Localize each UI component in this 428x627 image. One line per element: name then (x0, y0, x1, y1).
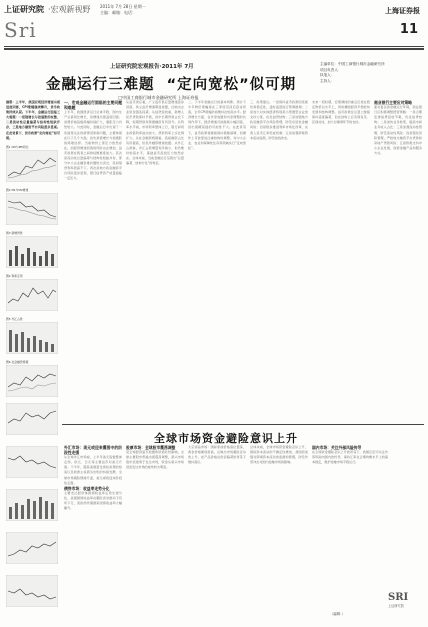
chart-7 (6, 403, 58, 441)
footer-logo-block (388, 592, 422, 614)
main-column-6: 商业银行主要应对策略 面对复杂的金融运行环境，商业银行应积极调整经营策略：一是合理安排信贷投放节奏，优化信贷结构；二是加快业务转型，提高中间业务收入占比；三是加强流动性管理，防范流动性风险；四是强化风险管理，严控地方融资平台贷款和房地产贷款风险；五是积极支持中小企业发展，创新金融产品和服务方式。 (374, 100, 422, 155)
main-column-2: 从货币供应看，广义货币供应量增速逐步回落，狭义货币增速明显放缓，反映出企业资金链条趋紧。从信贷投放看，新增人民币贷款保持平稳，但中长期贷款占比下降，短期贷款和票据融资有所回升。从利率水平看，市场利率整体上行，银行间同业拆借利率波动加大，贷款利率上浮比例扩大。从社会融资规模看，直接融资占比有所提高，但表外融资增速放缓。从外汇占款看，外汇占款增量有所减少，但仍维持较高水平，基础货币投放压力依然存在。总体来看，当前金融运行呈现出“总量偏紧、结构分化”的特征。 (126, 100, 184, 166)
section-divider (62, 424, 424, 425)
chart-8 (6, 446, 58, 484)
editor-line: 主持人： (320, 78, 335, 83)
editor-line: 主编单位：中国工商银行城市金融研究所 (320, 62, 385, 66)
chart-11-graphic (6, 575, 58, 607)
sri-logo: Sri (4, 18, 37, 42)
secondary-column-2: 股票市场：全球股市震荡调整 受全球经济复苏放缓和欧债危机影响，全球主要股市普遍出现震荡调整，新兴市场股市表现弱于发达市场，资金从新兴市场回流发达市场的迹象较为明显。 (126, 445, 184, 470)
chart-title: 图3 新增贷款 (6, 231, 23, 235)
date-line: 2011年 7月 28日 星期一 (100, 4, 146, 9)
chart-3-graphic (6, 236, 58, 268)
subhead: 股票市场：全球股市震荡调整 (126, 445, 176, 450)
chart-9 (6, 489, 58, 527)
chart-title: 图4 利率走势 (6, 274, 23, 278)
subhead: 债券市场：收益率走势分化 (64, 485, 110, 491)
main-column-4: 三、政策建议。一是保持货币政策的连续性和稳定性，适时适度进行预调微调；二是加大对实体经济特别是小型微型企业的支持力度，优化信贷结构；三是加强地方政府融资平台风险管理，防范系统性金融风险；四是稳步推进利率市场化改革，完善人民币汇率形成机制；五是加强跨境资本流动监测，防范热钱冲击。 (250, 100, 308, 140)
editor-box (320, 62, 420, 84)
footer-sub: 上证研究院 (388, 604, 404, 608)
abstract: 摘要：上半年，我国宏观经济增速出现适度回落，CPI涨幅继续攀升，货币政策持续从紧。下半年，金融运行面临三大难题：一是稳增长与控通胀的权衡，二是流动性总量偏紧与结构性短缺并存，三是地方融资平台风险逐步显现。在此背景下，货币政策“定向宽松”似可期。 (6, 100, 60, 140)
headline: 金融运行三难题 “定向宽松”似可期 (46, 77, 297, 93)
kicker: 上证研究院宏观报告·2011年 7月 (110, 64, 194, 70)
subhead: 国内市场：关注外部风险传导 (312, 445, 362, 450)
chart-1 (6, 145, 58, 183)
header-rule-thick (4, 48, 424, 50)
footer-editor: （编辑：） (330, 612, 346, 616)
chart-title: 图5 外汇占款 (6, 317, 23, 321)
chart-2 (6, 188, 58, 226)
contact-line: 主编：邮箱：电话： (100, 10, 136, 15)
subhead: 一、宏观金融运行面临的主要问题和难题 (64, 100, 122, 111)
chart-1-graphic (6, 150, 58, 182)
chart-8-graphic (6, 446, 58, 478)
main-column-1: 一、宏观金融运行面临的主要问题和难题 上半年，我国经济运行总体平稳，国内生产总值同比增长，但增速出现适度回落；消费价格指数涨幅持续扩大，通胀压力仍然较大。与此同时，金融运行中出现了一些值得关注的新情况和新问题，主要体现在以下几个方面。首先是稳增长与控通胀的两难选择。当前物价上涨压力依然存在，而经济增速回落的风险也在增加，货币政策在两者之间的权衡难度加大。其次是流动性总量偏紧与结构性短缺并存，部分中小企业融资难问题较为突出，民间借贷利率居高不下。再次是地方政府融资平台风险逐步显现，银行信贷资产质量面临一定压力。 (64, 100, 122, 181)
chart-2-graphic (6, 193, 58, 225)
newspaper-name: 上海证券报 (385, 7, 420, 15)
editor-line: 执笔人： (320, 73, 335, 78)
secondary-column-5: 国内市场：关注外部风险传导 在全球资金避险意识上升的背景下，我国应密切关注外部风险向国内的传导，保持汇率在合理均衡水平上的基本稳定，维护金融市场平稳运行。 (312, 445, 388, 465)
chart-10 (6, 532, 58, 570)
main-column-5: 未来一段时期，宏观调控的重点应放在稳定物价总水平上，同时兼顾经济平稳较快发展和结构调整。货币政策在总量上继续保持适度偏紧，但在结构上应有保有压、区别对待，加大对薄弱环节的支持。 (312, 100, 370, 125)
chart-5 (6, 317, 58, 355)
chart-5-graphic (6, 322, 58, 354)
page-number: 11 (399, 22, 418, 37)
secondary-column-3: 大宗商品市场：国际原油价格高位震荡，黄金价格屡创新高，反映出市场避险意识的上升。农产品价格在供需偏紧的背景下维持高位。 (188, 445, 246, 465)
header-meta (100, 4, 300, 16)
sri-footer-logo: SRI (388, 592, 409, 603)
chart-9-graphic (6, 489, 58, 521)
chart-title: 图1 CPI与PPI同比 (6, 145, 29, 149)
secondary-headline: 全球市场资金避险意识上升 (154, 432, 298, 445)
secondary-column-1: 外汇市场：美元或迎来震荡中的阶段性走强 从全球外汇市场看，上半年美元指数整体走弱，欧元、日元等主要货币对美元升值。下半年，随着美国量化宽松政策的结束以及欧洲主权债务危机的持续发酵，全球市场避险情绪升温，美元或将迎来阶段性走强。 债券市场：收益率走势分化 主要发达经济体国债收益率走势出现分化，美国国债收益率在避险需求推动下有所下行，而欧洲外围国家国债收益率大幅攀升。 (64, 445, 122, 511)
chart-title: 图6 社会融资规模 (6, 360, 29, 364)
brand: 上证研究院 ·宏观新视野 (4, 5, 91, 14)
chart-6 (6, 360, 58, 398)
subhead: 外汇市场：美元或迎来震荡中的阶段性走强 (64, 445, 122, 456)
main-column-3: 二、下半年金融运行的基本判断。预计下半年物价涨幅将在三季度见顶后逐步回落，全年CPI涨幅仍将维持在较高水平。经济增长方面，在外需放缓和内需调整的共同作用下，经济增速可能继续小幅回落，但出现硬着陆的可能性不大。在此背景下，货币政策将继续保持稳健基调，但操作上可能更加注重结构性调整，对中小企业、农业和保障性住房等领域实行“定向宽松”。 (188, 100, 246, 150)
chart-6-graphic (6, 365, 58, 397)
chart-4 (6, 274, 58, 312)
masthead (4, 4, 424, 46)
chart-title: 图2 M1与M2增速 (6, 188, 29, 192)
subhead: 商业银行主要应对策略 (374, 100, 412, 105)
chart-7-graphic (6, 403, 58, 435)
chart-4-graphic (6, 279, 58, 311)
secondary-column-4: 总体来看，全球市场资金避险意识上升，国际资本流动的不确定性增加，我国需加强对跨境资本流动的监测和管理，防范外部冲击对国内金融市场的影响。 (250, 445, 308, 465)
byline: □中国工商银行城市金融研究所 上海证券报 (118, 95, 199, 100)
section-name: ·宏观新视野 (48, 5, 91, 14)
header-rule (4, 46, 424, 47)
editor-line: 项目负责人： (320, 67, 342, 72)
chart-11 (6, 575, 58, 613)
chart-3 (6, 231, 58, 269)
chart-10-graphic (6, 532, 58, 564)
